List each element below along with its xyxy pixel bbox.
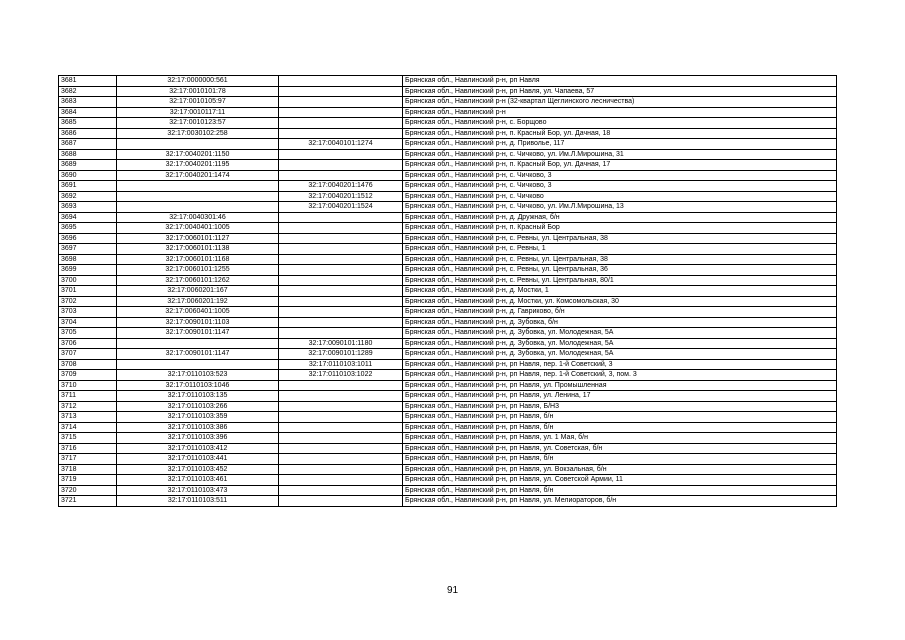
linked-cadastral-number-cell: [279, 86, 403, 97]
table-row: [59, 160, 837, 171]
row-number-cell: 3714: [59, 422, 117, 433]
table-row: [59, 202, 837, 213]
linked-cadastral-number-cell: [279, 307, 403, 318]
table-row: [59, 391, 837, 402]
page-number: 91: [446, 585, 459, 596]
cadastral-number-cell: 32:17:0110103:441: [117, 454, 279, 465]
row-number-cell: 3691: [59, 181, 117, 192]
address-cell: Брянская обл., Навлинский р-н, п. Красный Бор: [403, 223, 837, 234]
linked-cadastral-number-cell: 32:17:0110103:1011: [279, 359, 403, 370]
linked-cadastral-number-cell: [279, 401, 403, 412]
linked-cadastral-number-cell: [279, 433, 403, 444]
table-row: [59, 380, 837, 391]
row-number-cell: 3709: [59, 370, 117, 381]
linked-cadastral-number-cell: [279, 464, 403, 475]
linked-cadastral-number-cell: [279, 212, 403, 223]
table-row: [59, 464, 837, 475]
cadastral-number-cell: 32:17:0060201:192: [117, 296, 279, 307]
table-row: [59, 422, 837, 433]
cadastral-number-cell: 32:17:0060201:167: [117, 286, 279, 297]
address-cell: Брянская обл., Навлинский р-н, д. Мостки, ул. Комсомольская, 30: [403, 296, 837, 307]
row-number-cell: 3685: [59, 118, 117, 129]
cadastral-number-cell: 32:17:0110103:396: [117, 433, 279, 444]
row-number-cell: 3694: [59, 212, 117, 223]
address-cell: Брянская обл., Навлинский р-н, с. Ревны, 1: [403, 244, 837, 255]
cadastral-number-cell: 32:17:0040201:1474: [117, 170, 279, 181]
cadastral-number-cell: 32:17:0110103:461: [117, 475, 279, 486]
table-row: [59, 139, 837, 150]
address-cell: Брянская обл., Навлинский р-н, с. Ревны, ул. Центральная, 80/1: [403, 275, 837, 286]
row-number-cell: 3696: [59, 233, 117, 244]
address-cell: Брянская обл., Навлинский р-н, с. Ревны, ул. Центральная, 38: [403, 233, 837, 244]
cadastral-number-cell: 32:17:0090101:1147: [117, 328, 279, 339]
table-row: [59, 149, 837, 160]
cadastral-number-cell: 32:17:0110103:412: [117, 443, 279, 454]
row-number-cell: 3708: [59, 359, 117, 370]
linked-cadastral-number-cell: [279, 422, 403, 433]
row-number-cell: 3710: [59, 380, 117, 391]
address-cell: Брянская обл., Навлинский р-н, д. Гавриково, б/н: [403, 307, 837, 318]
linked-cadastral-number-cell: [279, 475, 403, 486]
address-cell: Брянская обл., Навлинский р-н, с. Чичково: [403, 191, 837, 202]
row-number-cell: 3721: [59, 496, 117, 507]
cadastral-number-cell: 32:17:0090101:1147: [117, 349, 279, 360]
row-number-cell: 3715: [59, 433, 117, 444]
linked-cadastral-number-cell: [279, 170, 403, 181]
table-row: [59, 328, 837, 339]
row-number-cell: 3688: [59, 149, 117, 160]
table-row: [59, 286, 837, 297]
row-number-cell: 3698: [59, 254, 117, 265]
linked-cadastral-number-cell: [279, 107, 403, 118]
address-cell: Брянская обл., Навлинский р-н, рп Навля, Б/Н3: [403, 401, 837, 412]
cadastral-number-cell: 32:17:0010105:97: [117, 97, 279, 108]
linked-cadastral-number-cell: 32:17:0040201:1476: [279, 181, 403, 192]
cadastral-number-cell: 32:17:0010123:57: [117, 118, 279, 129]
cadastral-number-cell: 32:17:0060101:1262: [117, 275, 279, 286]
linked-cadastral-number-cell: 32:17:0090101:1289: [279, 349, 403, 360]
table-row: [59, 265, 837, 276]
table-row: [59, 97, 837, 108]
address-cell: Брянская обл., Навлинский р-н, с. Чичково, 3: [403, 170, 837, 181]
table-row: [59, 349, 837, 360]
address-cell: Брянская обл., Навлинский р-н, с. Чичково, 3: [403, 181, 837, 192]
table-row: [59, 233, 837, 244]
address-cell: Брянская обл., Навлинский р-н (32-квартал Щеглинского лесничества): [403, 97, 837, 108]
table-row: [59, 86, 837, 97]
address-cell: Брянская обл., Навлинский р-н, д. Зубовка, б/н: [403, 317, 837, 328]
cadastral-number-cell: 32:17:0110103:359: [117, 412, 279, 423]
row-number-cell: 3704: [59, 317, 117, 328]
table-row: [59, 307, 837, 318]
cadastral-number-cell: 32:17:0060101:1127: [117, 233, 279, 244]
row-number-cell: 3695: [59, 223, 117, 234]
cadastral-number-cell: 32:17:0040401:1005: [117, 223, 279, 234]
row-number-cell: 3682: [59, 86, 117, 97]
linked-cadastral-number-cell: [279, 391, 403, 402]
row-number-cell: 3686: [59, 128, 117, 139]
row-number-cell: 3687: [59, 139, 117, 150]
cadastral-number-cell: 32:17:0110103:1046: [117, 380, 279, 391]
table-row: [59, 475, 837, 486]
address-cell: Брянская обл., Навлинский р-н, рп Навля, ул. Промышленная: [403, 380, 837, 391]
linked-cadastral-number-cell: [279, 443, 403, 454]
table-row: [59, 118, 837, 129]
cadastral-number-cell: 32:17:0060401:1005: [117, 307, 279, 318]
address-cell: Брянская обл., Навлинский р-н, п. Красный Бор, ул. Дачная, 17: [403, 160, 837, 171]
address-cell: Брянская обл., Навлинский р-н, д. Зубовка, ул. Молодежная, 5А: [403, 349, 837, 360]
cadastral-table: [58, 75, 837, 507]
linked-cadastral-number-cell: [279, 149, 403, 160]
row-number-cell: 3712: [59, 401, 117, 412]
row-number-cell: 3701: [59, 286, 117, 297]
address-cell: Брянская обл., Навлинский р-н, д. Дружная, б/н: [403, 212, 837, 223]
table-row: [59, 317, 837, 328]
row-number-cell: 3697: [59, 244, 117, 255]
linked-cadastral-number-cell: 32:17:0090101:1180: [279, 338, 403, 349]
linked-cadastral-number-cell: [279, 286, 403, 297]
address-cell: Брянская обл., Навлинский р-н, с. Борщово: [403, 118, 837, 129]
cadastral-number-cell: 32:17:0040201:1150: [117, 149, 279, 160]
table-row: [59, 76, 837, 87]
cadastral-number-cell: [117, 202, 279, 213]
address-cell: Брянская обл., Навлинский р-н, рп Навля, ул. Советской Армии, 11: [403, 475, 837, 486]
row-number-cell: 3689: [59, 160, 117, 171]
linked-cadastral-number-cell: [279, 97, 403, 108]
linked-cadastral-number-cell: [279, 380, 403, 391]
row-number-cell: 3692: [59, 191, 117, 202]
linked-cadastral-number-cell: 32:17:0040201:1524: [279, 202, 403, 213]
row-number-cell: 3706: [59, 338, 117, 349]
address-cell: Брянская обл., Навлинский р-н, рп Навля, б/н: [403, 422, 837, 433]
cadastral-number-cell: 32:17:0110103:511: [117, 496, 279, 507]
linked-cadastral-number-cell: [279, 223, 403, 234]
cadastral-number-cell: [117, 181, 279, 192]
cadastral-number-cell: 32:17:0090101:1103: [117, 317, 279, 328]
table-row: [59, 275, 837, 286]
address-cell: Брянская обл., Навлинский р-н, с. Чичково, ул. Им.Л.Мирошина, 13: [403, 202, 837, 213]
table-row: [59, 338, 837, 349]
cadastral-number-cell: [117, 359, 279, 370]
row-number-cell: 3713: [59, 412, 117, 423]
linked-cadastral-number-cell: [279, 244, 403, 255]
row-number-cell: 3705: [59, 328, 117, 339]
address-cell: Брянская обл., Навлинский р-н, д. Зубовка, ул. Молодежная, 5А: [403, 328, 837, 339]
address-cell: Брянская обл., Навлинский р-н, д. Мостки, 1: [403, 286, 837, 297]
address-cell: Брянская обл., Навлинский р-н, рп Навля, ул. 1 Мая, б/н: [403, 433, 837, 444]
linked-cadastral-number-cell: [279, 275, 403, 286]
row-number-cell: 3711: [59, 391, 117, 402]
address-cell: Брянская обл., Навлинский р-н, рп Навля, ул. Мелиораторов, б/н: [403, 496, 837, 507]
address-cell: Брянская обл., Навлинский р-н, д. Привольe, 117: [403, 139, 837, 150]
cadastral-number-cell: 32:17:0010117:11: [117, 107, 279, 118]
address-cell: Брянская обл., Навлинский р-н, с. Ревны, ул. Центральная, 36: [403, 265, 837, 276]
row-number-cell: 3703: [59, 307, 117, 318]
cadastral-number-cell: 32:17:0000000:561: [117, 76, 279, 87]
table-row: [59, 181, 837, 192]
linked-cadastral-number-cell: [279, 328, 403, 339]
linked-cadastral-number-cell: [279, 233, 403, 244]
table-row: [59, 496, 837, 507]
address-cell: Брянская обл., Навлинский р-н, рп Навля, б/н: [403, 485, 837, 496]
cadastral-number-cell: [117, 191, 279, 202]
linked-cadastral-number-cell: [279, 254, 403, 265]
table-row: [59, 128, 837, 139]
address-cell: Брянская обл., Навлинский р-н, с. Ревны, ул. Центральная, 38: [403, 254, 837, 265]
address-cell: Брянская обл., Навлинский р-н, д. Зубовка, ул. Молодежная, 5А: [403, 338, 837, 349]
cadastral-number-cell: 32:17:0040201:1195: [117, 160, 279, 171]
address-cell: Брянская обл., Навлинский р-н, рп Навля, пер. 1-й Советский, 3: [403, 359, 837, 370]
linked-cadastral-number-cell: 32:17:0110103:1022: [279, 370, 403, 381]
row-number-cell: 3702: [59, 296, 117, 307]
table-body: [59, 76, 837, 507]
linked-cadastral-number-cell: [279, 118, 403, 129]
table-row: [59, 454, 837, 465]
table-row: [59, 443, 837, 454]
address-cell: Брянская обл., Навлинский р-н, рп Навля, б/н: [403, 412, 837, 423]
table-row: [59, 485, 837, 496]
cadastral-number-cell: 32:17:0040301:46: [117, 212, 279, 223]
row-number-cell: 3720: [59, 485, 117, 496]
table-row: [59, 296, 837, 307]
row-number-cell: 3683: [59, 97, 117, 108]
cadastral-number-cell: 32:17:0030102:258: [117, 128, 279, 139]
cadastral-number-cell: 32:17:0110103:266: [117, 401, 279, 412]
cadastral-number-cell: 32:17:0060101:1255: [117, 265, 279, 276]
linked-cadastral-number-cell: [279, 496, 403, 507]
table-row: [59, 412, 837, 423]
cadastral-number-cell: [117, 139, 279, 150]
row-number-cell: 3690: [59, 170, 117, 181]
table-row: [59, 170, 837, 181]
row-number-cell: 3718: [59, 464, 117, 475]
table-row: [59, 223, 837, 234]
table-row: [59, 370, 837, 381]
address-cell: Брянская обл., Навлинский р-н, рп Навля, ул. Вокзальная, б/н: [403, 464, 837, 475]
table-row: [59, 401, 837, 412]
row-number-cell: 3717: [59, 454, 117, 465]
row-number-cell: 3681: [59, 76, 117, 87]
table-row: [59, 107, 837, 118]
linked-cadastral-number-cell: [279, 160, 403, 171]
table-row: [59, 191, 837, 202]
address-cell: Брянская обл., Навлинский р-н, рп Навля, ул. Чапаева, 57: [403, 86, 837, 97]
row-number-cell: 3719: [59, 475, 117, 486]
row-number-cell: 3684: [59, 107, 117, 118]
cadastral-number-cell: 32:17:0110103:473: [117, 485, 279, 496]
table-row: [59, 244, 837, 255]
table-row: [59, 433, 837, 444]
row-number-cell: 3700: [59, 275, 117, 286]
table-row: [59, 254, 837, 265]
linked-cadastral-number-cell: [279, 454, 403, 465]
address-cell: Брянская обл., Навлинский р-н, п. Красный Бор, ул. Дачная, 18: [403, 128, 837, 139]
linked-cadastral-number-cell: [279, 76, 403, 87]
cadastral-number-cell: 32:17:0110103:386: [117, 422, 279, 433]
cadastral-number-cell: 32:17:0060101:1168: [117, 254, 279, 265]
row-number-cell: 3699: [59, 265, 117, 276]
address-cell: Брянская обл., Навлинский р-н, рп Навля, ул. Советская, б/н: [403, 443, 837, 454]
address-cell: Брянская обл., Навлинский р-н, рп Навля, б/н: [403, 454, 837, 465]
cadastral-number-cell: 32:17:0060101:1138: [117, 244, 279, 255]
linked-cadastral-number-cell: 32:17:0040201:1512: [279, 191, 403, 202]
linked-cadastral-number-cell: [279, 296, 403, 307]
row-number-cell: 3716: [59, 443, 117, 454]
address-cell: Брянская обл., Навлинский р-н, с. Чичково, ул. Им.Л.Мирошина, 31: [403, 149, 837, 160]
address-cell: Брянская обл., Навлинский р-н, рп Навля, пер. 1-й Советский, 3, пом. 3: [403, 370, 837, 381]
linked-cadastral-number-cell: [279, 265, 403, 276]
linked-cadastral-number-cell: 32:17:0040101:1274: [279, 139, 403, 150]
cadastral-number-cell: 32:17:0110103:523: [117, 370, 279, 381]
address-cell: Брянская обл., Навлинский р-н, рп Навля, ул. Ленина, 17: [403, 391, 837, 402]
linked-cadastral-number-cell: [279, 128, 403, 139]
linked-cadastral-number-cell: [279, 485, 403, 496]
table-row: [59, 359, 837, 370]
row-number-cell: 3707: [59, 349, 117, 360]
cadastral-number-cell: 32:17:0010101:78: [117, 86, 279, 97]
row-number-cell: 3693: [59, 202, 117, 213]
cadastral-number-cell: 32:17:0110103:135: [117, 391, 279, 402]
address-cell: Брянская обл., Навлинский р-н: [403, 107, 837, 118]
address-cell: Брянская обл., Навлинский р-н, рп Навля: [403, 76, 837, 87]
linked-cadastral-number-cell: [279, 317, 403, 328]
cadastral-number-cell: [117, 338, 279, 349]
cadastral-number-cell: 32:17:0110103:452: [117, 464, 279, 475]
linked-cadastral-number-cell: [279, 412, 403, 423]
table-row: [59, 212, 837, 223]
